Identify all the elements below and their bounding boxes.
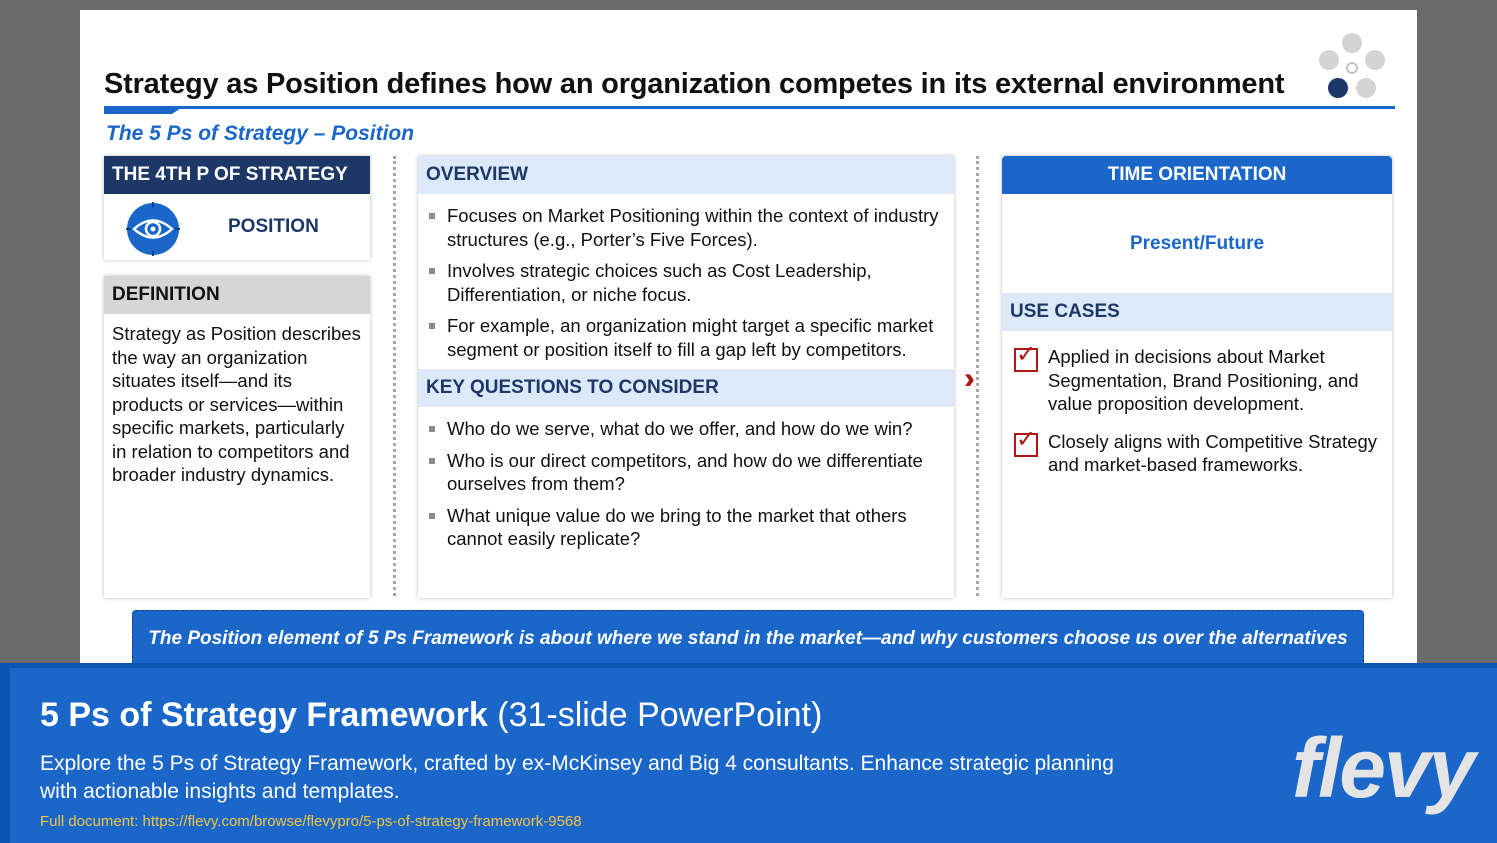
list-item: Involves strategic choices such as Cost Leadership, Differentiation, or niche focus. bbox=[426, 259, 948, 306]
use-case-item bbox=[1002, 425, 1384, 477]
slide bbox=[80, 10, 1417, 670]
overview-list bbox=[418, 194, 954, 361]
eye-target-icon bbox=[126, 202, 180, 256]
title-underline bbox=[104, 106, 1395, 109]
time-orientation-value: Present/Future bbox=[1129, 233, 1265, 254]
footer-title-main: 5 Ps of Strategy Framework bbox=[40, 696, 488, 734]
fourth-p-card bbox=[104, 156, 370, 260]
definition-card bbox=[104, 276, 370, 598]
list-item: Focuses on Market Positioning within the context of industry structures (e.g., Porter’s Five Forces). bbox=[426, 204, 948, 251]
definition-text: Strategy as Position describes the way an organization situates itself—and its products or services—within specific markets, particularly in relation to competitors and broader industry dynamics. bbox=[112, 323, 361, 485]
overview-header: OVERVIEW bbox=[418, 156, 954, 194]
footer-title bbox=[40, 696, 822, 735]
key-questions-header: KEY QUESTIONS TO CONSIDER bbox=[418, 369, 954, 407]
time-orientation-card bbox=[1002, 156, 1392, 598]
column-divider bbox=[393, 156, 396, 596]
list-item: Who do we serve, what do we offer, and how do we win? bbox=[426, 417, 948, 441]
list-item: For example, an organization might target a specific market segment or position itself to fill a gap left by competitors. bbox=[426, 314, 948, 361]
slide-title: Strategy as Position defines how an organization competes in its external environment bbox=[104, 68, 1285, 100]
time-orientation-header: TIME ORIENTATION bbox=[1002, 156, 1392, 194]
key-questions-list bbox=[418, 407, 954, 551]
use-cases-header: USE CASES bbox=[1002, 293, 1392, 331]
footer-description: Explore the 5 Ps of Strategy Framework, crafted by ex-McKinsey and Big 4 consultants. Enhance strategic planning with actionable insights and templates. bbox=[40, 752, 1114, 803]
use-case-text: Closely aligns with Competitive Strategy and market-based frameworks. bbox=[1048, 430, 1378, 475]
five-circles-logo-icon bbox=[1316, 32, 1388, 104]
footer-panel bbox=[10, 668, 1497, 843]
document-footer bbox=[0, 663, 1497, 843]
list-item: What unique value do we bring to the market that others cannot easily replicate? bbox=[426, 504, 948, 551]
list-item: Who is our direct competitors, and how do we differentiate ourselves from them? bbox=[426, 449, 948, 496]
flevy-logo: flevy bbox=[1292, 721, 1474, 815]
title-underline-accent bbox=[104, 106, 184, 114]
checkmark-icon: ✓ bbox=[1016, 341, 1037, 368]
footer-document-link[interactable]: Full document: https://flevy.com/browse/flevypro/5-ps-of-strategy-framework-9568 bbox=[40, 813, 582, 830]
definition-header: DEFINITION bbox=[104, 276, 370, 314]
footer-title-suffix: (31-slide PowerPoint) bbox=[497, 696, 823, 734]
summary-banner: The Position element of 5 Ps Framework is about where we stand in the market—and why customers choose us over the alternatives bbox=[132, 610, 1364, 670]
fourth-p-header: THE 4TH P OF STRATEGY bbox=[104, 156, 370, 194]
use-case-text: Applied in decisions about Market Segmentation, Brand Positioning, and value proposition development. bbox=[1048, 346, 1359, 414]
column-divider bbox=[976, 156, 979, 596]
checkmark-icon: ✓ bbox=[1016, 425, 1037, 453]
double-chevron-right-icon: ›› bbox=[964, 362, 966, 395]
use-case-item bbox=[1002, 341, 1384, 416]
overview-card bbox=[418, 156, 954, 598]
position-label: POSITION bbox=[228, 216, 319, 237]
slide-subtitle: The 5 Ps of Strategy – Position bbox=[106, 122, 415, 145]
